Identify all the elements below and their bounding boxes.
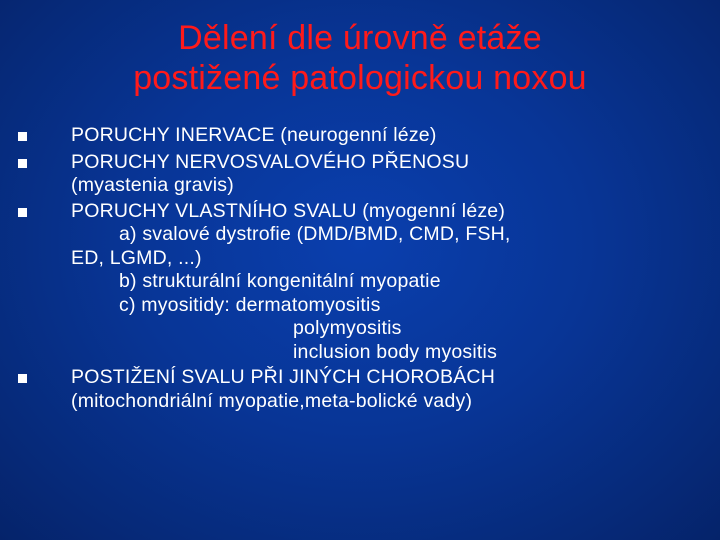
sub-item-text: c) myositidy: dermatomyositis — [119, 293, 381, 316]
title-line-1: Dělení dle úrovně etáže — [178, 19, 542, 57]
square-bullet-icon — [18, 208, 27, 217]
sub-item-text: polymyositis — [293, 317, 402, 339]
list-item — [0, 124, 720, 148]
square-bullet-icon — [18, 374, 27, 383]
item-text: PORUCHY VLASTNÍHO SVALU (myogenní léze) — [71, 199, 506, 222]
sub-item-text: inclusion body myositis — [293, 340, 498, 363]
title-line-2: postižené patologickou noxou — [133, 59, 587, 97]
item-text: (mitochondriální myopatie,meta-bolické vady) — [71, 389, 473, 412]
item-text: (myastenia gravis) — [71, 174, 234, 196]
square-bullet-icon — [18, 132, 27, 141]
bullet-list — [0, 124, 720, 413]
sub-item-text: a) svalové dystrofie (DMD/BMD, CMD, FSH, — [119, 223, 511, 245]
sub-item-text: ED, LGMD, ...) — [71, 246, 202, 269]
item-text: PORUCHY NERVOSVALOVÉHO PŘENOSU — [71, 150, 470, 173]
sub-item-text: b) strukturální kongenitální myopatie — [119, 270, 441, 292]
list-item — [0, 200, 720, 365]
square-bullet-icon — [18, 159, 27, 168]
slide-title — [40, 18, 680, 98]
item-text: PORUCHY INERVACE (neurogenní léze) — [71, 124, 437, 146]
list-item — [0, 151, 720, 198]
list-item — [0, 366, 720, 413]
item-text: POSTIŽENÍ SVALU PŘI JINÝCH CHOROBÁCH — [71, 366, 495, 388]
